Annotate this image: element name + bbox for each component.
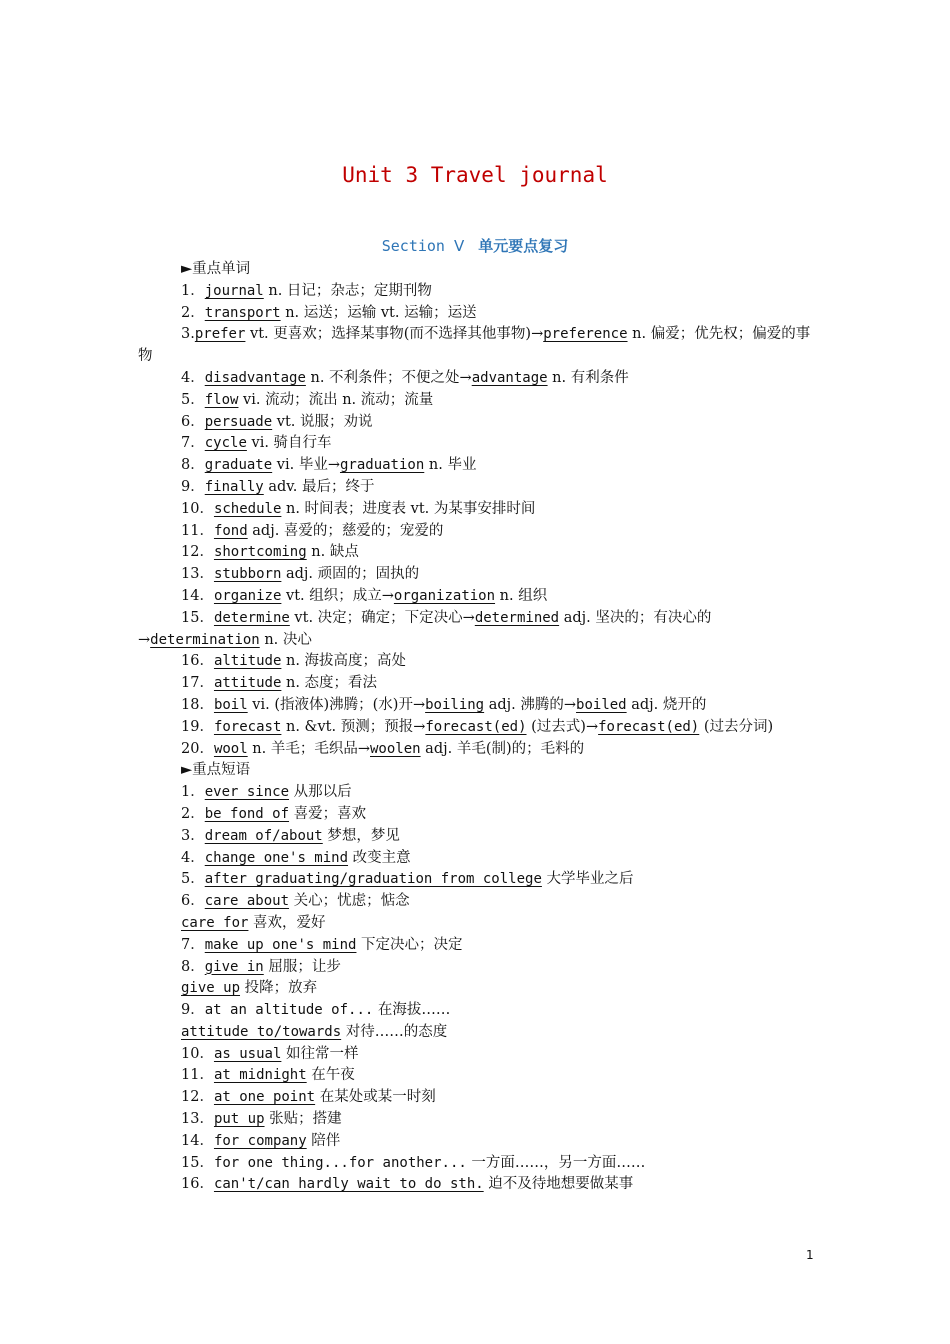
phrase-meaning: 梦想，梦见 [322, 827, 400, 844]
item-number: 6． [181, 413, 205, 430]
phrase-item [138, 1022, 818, 1044]
word-definition: n. 缺点 [306, 544, 359, 561]
phrase-meaning: 一方面……，另一方面…… [466, 1154, 646, 1171]
phrase-item [138, 913, 818, 935]
item-number: 4． [181, 849, 205, 866]
word-item [138, 477, 818, 499]
phrase-meaning: 在某处或某一时刻 [315, 1089, 436, 1106]
item-number: 17． [181, 675, 214, 692]
phrase-item [138, 1000, 818, 1022]
phrase-item [138, 1044, 818, 1066]
phrase-item [138, 1065, 818, 1087]
word-term: finally [204, 478, 264, 495]
phrase-meaning: 关心；忧虑；惦念 [289, 893, 410, 910]
item-number: 11． [181, 522, 214, 539]
word-definition: n. &vt. 预测；预报→ [281, 718, 426, 735]
words-heading: ►重点单词 [181, 261, 251, 277]
item-number: 9． [181, 478, 205, 495]
word-item [138, 390, 818, 412]
item-number: 10． [181, 500, 214, 517]
item-number: 14． [181, 587, 214, 604]
word-term: woolen [370, 740, 421, 757]
words-list [138, 281, 818, 761]
phrase-term: care for [181, 914, 249, 931]
word-term: forecast [213, 718, 282, 735]
item-number: 4． [181, 369, 205, 386]
phrase-meaning: 张贴；搭建 [264, 1111, 342, 1128]
phrase-item [138, 1087, 818, 1109]
word-term: determine [213, 609, 290, 626]
word-item [138, 564, 818, 586]
word-definition: vt. 组织；成立→ [281, 587, 394, 604]
word-definition: n. 有利条件 [547, 369, 629, 386]
item-number: 8． [181, 958, 205, 975]
word-term: determination [150, 631, 260, 648]
phrase-term: make up one's mind [204, 936, 357, 953]
word-item [138, 521, 818, 543]
phrase-term: for company [213, 1132, 307, 1149]
word-definition: n. 时间表；进度表 vt. 为某事安排时间 [281, 500, 536, 517]
word-item [138, 739, 818, 761]
item-number: 11． [181, 1067, 214, 1084]
word-definition: adv. 最后；终于 [263, 478, 375, 495]
word-definition: adj. 顽固的；固执的 [281, 566, 420, 583]
phrase-meaning: 陪伴 [306, 1132, 341, 1149]
phrase-item [138, 1109, 818, 1131]
word-term: fond [213, 522, 248, 539]
word-definition: n. 运送；运输 vt. 运输；运送 [280, 304, 477, 321]
phrase-term: change one's mind [204, 849, 349, 866]
phrase-item [138, 935, 818, 957]
word-term: graduation [339, 457, 425, 474]
word-item [138, 651, 818, 673]
phrase-meaning: 屈服；让步 [263, 958, 341, 975]
word-item [138, 499, 818, 521]
phrase-meaning: 喜欢，爱好 [248, 914, 326, 931]
word-definition: n. 羊毛；毛织品→ [247, 740, 370, 757]
item-number: 2． [181, 805, 205, 822]
phrase-term: at midnight [213, 1067, 307, 1084]
content-body [138, 259, 818, 1196]
item-number: 7． [181, 435, 205, 452]
word-term: cycle [204, 435, 247, 452]
phrase-item [138, 869, 818, 891]
phrase-term: dream of/about [204, 827, 323, 844]
phrases-heading: ►重点短语 [181, 762, 251, 779]
item-number: 15． [181, 609, 214, 626]
item-number: 16． [181, 1176, 214, 1193]
word-term: shortcoming [213, 544, 307, 561]
phrase-meaning: 对待……的态度 [341, 1023, 448, 1040]
phrase-meaning: 下定决心；决定 [356, 936, 463, 953]
phrase-item [138, 1174, 818, 1196]
word-item [138, 717, 818, 739]
phrase-term: for one thing...for another... [213, 1154, 467, 1171]
word-item [138, 542, 818, 564]
word-definition: n. 偏爱；优先权；偏爱的事物 [138, 326, 811, 365]
item-number: 16． [181, 653, 214, 670]
phrase-meaning: 改变主意 [348, 849, 411, 866]
section-heading [0, 235, 950, 256]
word-term: persuade [204, 413, 273, 430]
item-number: 5． [181, 871, 205, 888]
word-term: organize [213, 587, 282, 604]
word-definition: vi. 流动；流出 n. 流动；流量 [238, 391, 434, 408]
phrase-item [138, 848, 818, 870]
phrase-item [138, 804, 818, 826]
phrase-term: give in [204, 958, 264, 975]
item-number: 13． [181, 566, 214, 583]
word-item [138, 455, 818, 477]
item-number: 12． [181, 544, 214, 561]
word-item [138, 281, 818, 303]
section-label: Section Ⅴ [381, 237, 465, 255]
word-term: wool [213, 740, 248, 757]
item-number: 6． [181, 893, 205, 910]
word-item [138, 673, 818, 695]
word-term: journal [204, 282, 264, 299]
word-definition: n. 毕业 [424, 457, 477, 474]
word-term: organization [393, 587, 496, 604]
word-item [138, 303, 818, 325]
word-term: attitude [213, 675, 282, 692]
phrase-term: be fond of [204, 805, 290, 822]
word-definition: adj. 喜爱的；慈爱的；宠爱的 [247, 522, 444, 539]
phrase-term: after graduating/graduation from college [204, 871, 542, 888]
word-definition: vi. (指液体)沸腾；(水)开→ [247, 696, 426, 713]
item-number: 3． [181, 827, 205, 844]
phrase-item [138, 891, 818, 913]
word-definition: n. 不利条件；不便之处→ [305, 369, 472, 386]
phrase-item [138, 1153, 818, 1175]
section-title: 单元要点复习 [478, 237, 569, 255]
word-term: forecast(ed) [425, 718, 527, 735]
word-term: flow [204, 391, 239, 408]
word-definition: n. 态度；看法 [281, 675, 378, 692]
word-term: preference [543, 326, 628, 343]
item-number: 8． [181, 457, 205, 474]
word-term: determined [474, 609, 560, 626]
phrase-item [138, 1131, 818, 1153]
item-number: 20． [181, 740, 214, 757]
word-term: altitude [213, 653, 282, 670]
word-definition: vt. 说服；劝说 [272, 413, 373, 430]
word-definition: n. 海拔高度；高处 [281, 653, 407, 670]
item-number: 5． [181, 391, 205, 408]
word-item [138, 695, 818, 717]
word-term: disadvantage [204, 369, 306, 386]
phrase-item [138, 978, 818, 1000]
item-number: 13． [181, 1111, 214, 1128]
page-number: 1 [806, 1248, 814, 1262]
phrase-term: ever since [204, 784, 290, 801]
phrases-list [138, 782, 818, 1196]
phrase-meaning: 在午夜 [306, 1067, 355, 1084]
phrase-term: at an altitude of... [204, 1002, 374, 1019]
phrase-term: attitude to/towards [181, 1023, 342, 1040]
word-item [138, 586, 818, 608]
word-item [138, 433, 818, 455]
word-definition: vi. 骑自行车 [246, 435, 332, 452]
phrase-item [138, 957, 818, 979]
phrase-meaning: 迫不及待地想要做某事 [483, 1176, 634, 1193]
phrase-meaning: 从那以后 [289, 784, 352, 801]
word-item [138, 608, 818, 652]
word-item [138, 412, 818, 434]
phrase-term: as usual [213, 1045, 282, 1062]
word-definition: n. 决心 [259, 631, 312, 648]
word-term: boil [213, 696, 248, 713]
phrase-meaning: 大学毕业之后 [541, 871, 634, 888]
item-number: 12． [181, 1089, 214, 1106]
word-definition: adj. 羊毛(制)的；毛料的 [420, 740, 585, 757]
word-term: transport [204, 304, 281, 321]
item-number: 19． [181, 718, 214, 735]
word-term: prefer [194, 326, 246, 343]
phrase-meaning: 如往常一样 [281, 1045, 359, 1062]
word-definition: vt. 决定；确定；下定决心→ [289, 609, 475, 626]
word-term: boiled [576, 696, 627, 713]
item-number: 18． [181, 696, 214, 713]
item-number: 15． [181, 1154, 214, 1171]
word-term: forecast(ed) [598, 718, 700, 735]
phrase-meaning: 投降；放弃 [240, 980, 318, 997]
word-definition: (过去式)→ [526, 718, 599, 735]
item-number: 10． [181, 1045, 214, 1062]
phrase-item [138, 782, 818, 804]
item-number: 7． [181, 936, 205, 953]
phrase-item [138, 826, 818, 848]
phrase-term: at one point [213, 1089, 316, 1106]
word-definition: (过去分词) [699, 718, 774, 735]
item-number: 14． [181, 1132, 214, 1149]
word-definition: vt. 更喜欢；选择某事物(而不选择其他事物)→ [245, 326, 544, 343]
word-term: advantage [471, 369, 548, 386]
word-definition: n. 组织 [495, 587, 548, 604]
item-number: 1． [181, 282, 205, 299]
page-title: Unit 3 Travel journal [342, 163, 608, 187]
phrase-meaning: 喜爱；喜欢 [289, 805, 367, 822]
item-number: 2． [181, 304, 205, 321]
word-term: graduate [204, 457, 273, 474]
item-number: 9． [181, 1002, 205, 1019]
word-definition: n. 日记；杂志；定期刊物 [263, 282, 432, 299]
phrase-meaning: 在海拔…… [373, 1002, 451, 1019]
item-number: 3. [181, 326, 195, 343]
word-item [138, 324, 818, 368]
word-definition: vi. 毕业→ [272, 457, 340, 474]
item-number: 1． [181, 784, 205, 801]
word-definition: adj. 坚决的；有决心的→ [138, 609, 712, 648]
word-definition: adj. 沸腾的→ [484, 696, 577, 713]
word-item [138, 368, 818, 390]
phrase-term: can't/can hardly wait to do sth. [213, 1176, 484, 1193]
phrase-term: care about [204, 893, 290, 910]
word-term: boiling [425, 696, 485, 713]
phrase-term: give up [181, 980, 241, 997]
word-term: schedule [213, 500, 282, 517]
phrase-term: put up [213, 1111, 265, 1128]
word-definition: adj. 烧开的 [626, 696, 707, 713]
word-term: stubborn [213, 566, 282, 583]
